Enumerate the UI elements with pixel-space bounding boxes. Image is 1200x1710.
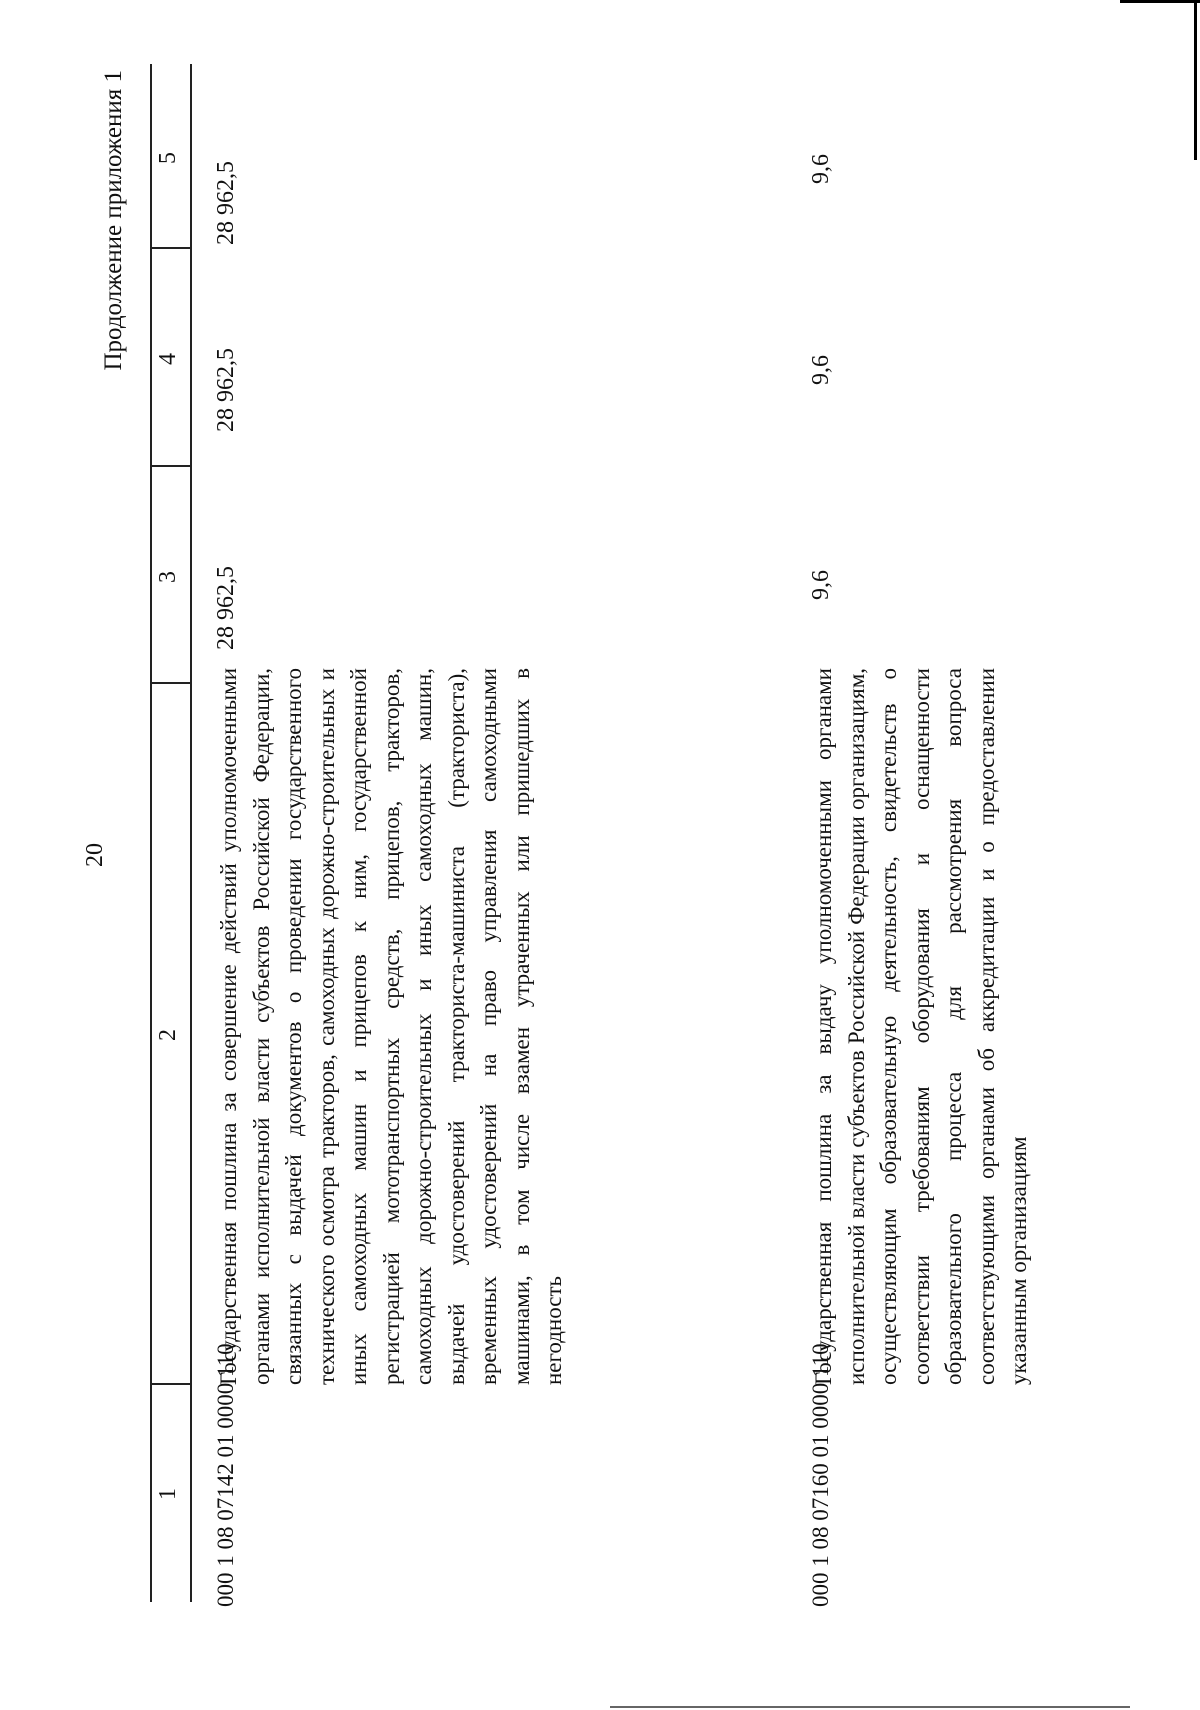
revenue-description: Государственная пошлина за выдачу уполномоченными органами исполнительной власти субъектов Российской Федерации организациям, осуществляющим образовательную деятельность, свидетельств о соответствии требованиям оборудования и оснащенности образовательного процесса для рассмотрения вопроса соответствующими органами об аккредитации и о предоставлении указанным организациям	[811, 668, 1031, 1385]
column-divider	[150, 248, 191, 250]
budget-code: 000 1 08 07160 01 0000 110	[808, 1343, 833, 1607]
budget-code: 000 1 08 07142 01 0000 110	[213, 1343, 238, 1607]
column-divider	[150, 683, 191, 685]
column-number-2: 2	[155, 1029, 181, 1041]
appendix-label: Продолжение приложения 1	[100, 70, 127, 371]
value-col3: 9,6	[808, 570, 834, 600]
column-number-4: 4	[155, 353, 181, 365]
value-col5: 9,6	[808, 154, 834, 184]
value-col5: 28 962,5	[213, 161, 239, 245]
value-col4: 28 962,5	[213, 348, 239, 432]
column-number-3: 3	[155, 571, 181, 583]
page-number: 20	[82, 843, 108, 867]
scan-edge-line	[1120, 0, 1200, 3]
scan-edge-line	[610, 1706, 1130, 1708]
table-top-line	[150, 64, 152, 1602]
column-divider	[150, 1384, 191, 1386]
scan-edge-line	[1194, 0, 1197, 160]
column-number-5: 5	[155, 152, 181, 164]
value-col3: 28 962,5	[213, 566, 239, 650]
column-number-1: 1	[155, 1488, 181, 1500]
table-header-bottom-line	[190, 64, 192, 1602]
revenue-description: Государственная пошлина за совершение действий уполномоченными органами исполнительной власти субъектов Российской Федерации, связанных с выдачей документов о проведении государственного технического осмотра тракторов, самоходных дорожно-строительных и иных самоходных машин и прицепов к ним, государственной регистрацией мототранспортных средств, прицепов, тракторов, самоходных дорожно-строительных и иных самоходных машин, выдачей удостоверений тракториста-машиниста (тракториста), временных удостоверений на право управления самоходными машинами, в том числе взамен утраченных или пришедших в негодность	[216, 668, 566, 1385]
value-col4: 9,6	[808, 355, 834, 385]
column-divider	[150, 466, 191, 468]
